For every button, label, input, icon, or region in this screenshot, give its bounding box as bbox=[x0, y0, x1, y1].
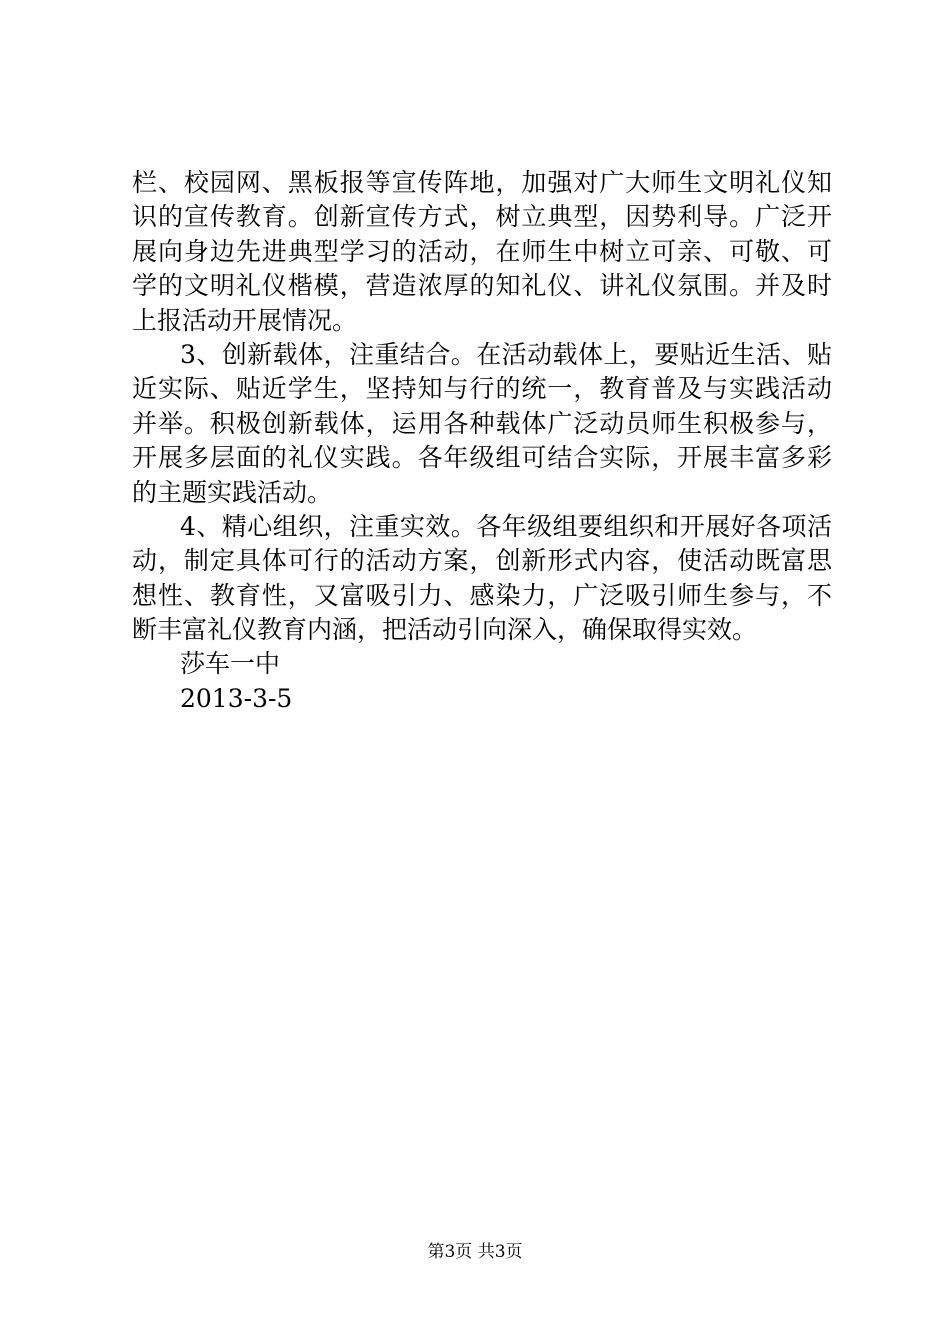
text-line: 并举。积极创新载体，运用各种载体广泛动员师生积极参与， bbox=[132, 408, 832, 438]
signature-organization: 莎车一中 bbox=[180, 649, 281, 679]
signature-date: 2013-3-5 bbox=[180, 683, 293, 713]
paragraph-item-3 bbox=[132, 338, 832, 510]
page-number-footer: 第3页 共3页 bbox=[427, 1242, 523, 1262]
text-line: 上报活动开展情况。 bbox=[132, 305, 358, 335]
text-line: 断丰富礼仪教育内涵，把活动引向深入，确保取得实效。 bbox=[132, 615, 758, 645]
text-line: 展向身边先进典型学习的活动，在师生中树立可亲、可敬、可 bbox=[132, 236, 832, 266]
text-line: 3、创新载体，注重结合。在活动载体上，要贴近生活、贴 bbox=[180, 339, 832, 369]
paragraph-continued bbox=[132, 166, 832, 338]
text-line: 4、精心组织，注重实效。各年级组要组织和开展好各项活 bbox=[180, 511, 832, 541]
text-line: 动，制定具体可行的活动方案，创新形式内容，使活动既富思 bbox=[132, 546, 832, 576]
text-line: 近实际、贴近学生，坚持知与行的统一，教育普及与实践活动 bbox=[132, 374, 832, 404]
text-line: 开展多层面的礼仪实践。各年级组可结合实际，开展丰富多彩 bbox=[132, 443, 832, 473]
signature-block bbox=[132, 647, 832, 716]
text-line: 栏、校园网、黑板报等宣传阵地，加强对广大师生文明礼仪知 bbox=[132, 168, 832, 197]
text-line: 学的文明礼仪楷模，营造浓厚的知礼仪、讲礼仪氛围。并及时 bbox=[132, 271, 832, 301]
text-line: 想性、教育性，又富吸引力、感染力，广泛吸引师生参与，不 bbox=[132, 580, 832, 610]
text-line: 识的宣传教育。创新宣传方式，树立典型，因势利导。广泛开 bbox=[132, 202, 832, 232]
text-line: 的主题实践活动。 bbox=[132, 477, 333, 507]
document-body bbox=[132, 166, 832, 716]
paragraph-item-4 bbox=[132, 510, 832, 648]
